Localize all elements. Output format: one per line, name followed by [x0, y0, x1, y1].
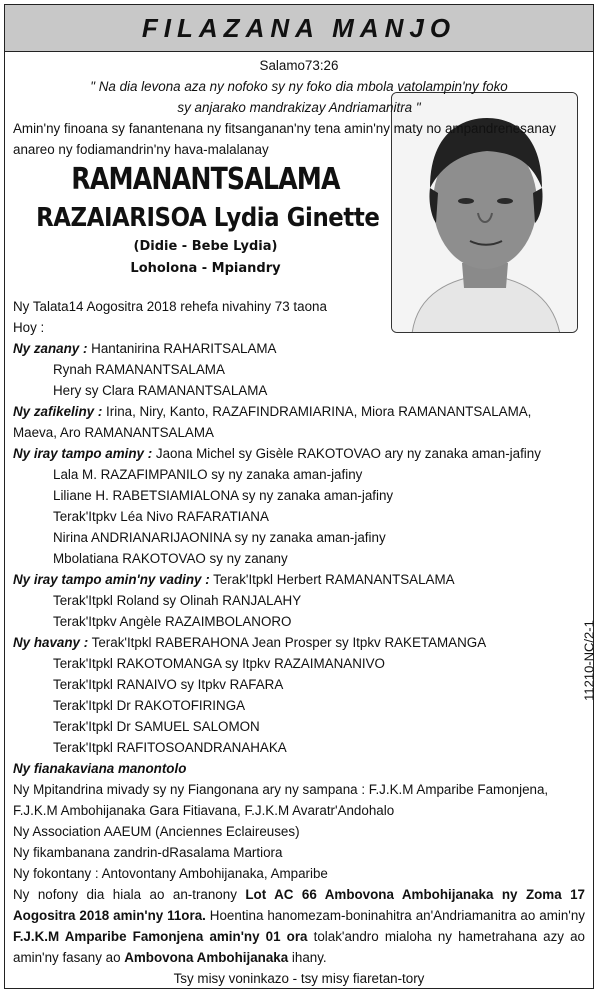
zanany-item: Hery sy Clara RAMANANTSALAMA	[53, 383, 268, 398]
death-hoy: Hoy :	[13, 320, 45, 335]
zafikeliny-row	[13, 401, 585, 422]
zanany-item: Hantanirina RAHARITSALAMA	[91, 341, 277, 356]
mpitandrina-line-1: Ny Mpitandrina mivady sy ny Fiangonana ary ny sampana : F.J.K.M Amparibe Famonjena,	[13, 782, 549, 797]
notice-frame	[4, 4, 597, 989]
fianakaviana-label: Ny fianakaviana manontolo	[13, 761, 187, 776]
notice-title: FILAZANA MANJO	[141, 12, 457, 43]
names-block	[13, 160, 398, 296]
tampo-aminy-item: Terak'Itpkv Léa Nivo RAFARATIANA	[53, 509, 269, 524]
verse-ref: Salamo73:26	[259, 58, 339, 73]
verse-line-1: " Na dia levona aza ny nofoko sy ny foko dia mbola vatolampin'ny foko	[90, 79, 508, 94]
tampo-vadiny-item: Terak'Itpkl Herbert RAMANANTSALAMA	[213, 572, 455, 587]
burial-text: ihany.	[288, 950, 327, 965]
havany-item: Terak'Itpkl Dr RAKOTOFIRINGA	[53, 698, 246, 713]
burial-place: Ambovona Ambohijanaka	[124, 950, 289, 965]
havany-item: Terak'Itpkl Dr SAMUEL SALOMON	[53, 719, 260, 734]
closing-line: Tsy misy voninkazo - tsy misy fiaretan-tory	[173, 971, 425, 986]
tampo-aminy-item: Nirina ANDRIANARIJAONINA sy ny zanaka aman-jafiny	[53, 530, 386, 545]
tampo-aminy-item: Liliane H. RABETSIAMIALONA sy ny zanaka aman-jafiny	[53, 488, 394, 503]
tampo-vadiny-item: Terak'Itpkv Angèle RAZAIMBOLANORO	[53, 614, 292, 629]
zanany-item: Rynah RAMANANTSALAMA	[53, 362, 225, 377]
havany-row	[13, 632, 585, 653]
burial-text: Hoentina hanomezam-boninahitra an'Andriamanitra ao amin'ny	[205, 908, 585, 923]
zafikeliny-label: Ny zafikeliny :	[13, 404, 103, 419]
havany-item: Terak'Itpkl RAKOTOMANGA sy Itpkv RAZAIMANANIVO	[53, 656, 385, 671]
notice-header	[5, 5, 593, 52]
verse-line-2: sy anjarako mandrakizay Andriamanitra "	[177, 100, 421, 115]
tampo-aminy-item: Mbolatiana RAKOTOVAO sy ny zanany	[53, 551, 288, 566]
deceased-title: Loholona - Mpiandry	[130, 261, 281, 276]
burial-location-date: Lot AC 66 Ambovona Ambohijanaka ny Zoma 17 Aogositra 2018 amin'ny 11ora.	[13, 887, 585, 923]
havany-item: Terak'Itpkl RAFITOSOANDRANAHAKA	[53, 740, 287, 755]
intro-line-2: anareo ny fodiamandrin'ny hava-malalanay	[13, 142, 269, 157]
tampo-vadiny-label: Ny iray tampo amin'ny vadiny :	[13, 572, 210, 587]
tampo-aminy-label: Ny iray tampo aminy :	[13, 446, 153, 461]
burial-paragraph	[13, 884, 585, 968]
havany-item: Terak'Itpkl RABERAHONA Jean Prosper sy Itpkv RAKETAMANGA	[91, 635, 487, 650]
association-line: Ny Association AAEUM (Anciennes Eclaireuses)	[13, 824, 300, 839]
deceased-nickname: (Didie - Bebe Lydia)	[133, 239, 278, 254]
tampo-vadiny-item: Terak'Itpkl Roland sy Olinah RANJALAHY	[53, 593, 302, 608]
notice-body	[13, 55, 585, 989]
tampo-aminy-item: Lala M. RAZAFIMPANILO sy ny zanaka aman-jafiny	[53, 467, 363, 482]
zanany-label: Ny zanany :	[13, 341, 88, 356]
havany-label: Ny havany :	[13, 635, 89, 650]
zafikeliny-text: Irina, Niry, Kanto, RAZAFINDRAMIARINA, Miora RAMANANTSALAMA,	[106, 404, 532, 419]
tampo-vadiny-row	[13, 569, 585, 590]
intro-line-1: Amin'ny finoana sy fanantenana ny fitsanganan'ny tena amin'ny maty no ampandrenesanay	[13, 121, 556, 136]
tampo-aminy-item: Jaona Michel sy Gisèle RAKOTOVAO ary ny zanaka aman-jafiny	[155, 446, 541, 461]
burial-church-time: F.J.K.M Amparibe Famonjena amin'ny 01 ora	[13, 929, 308, 944]
mpitandrina-line-2: F.J.K.M Ambohijanaka Gara Fitiavana, F.J.K.M Avaratr'Andohalo	[13, 803, 395, 818]
zafikeliny-text: Maeva, Aro RAMANANTSALAMA	[13, 425, 214, 440]
deceased-fullname: RAZAIARISOA Lydia Ginette	[36, 203, 380, 233]
fokontany-line: Ny fokontany : Antovontany Ambohijanaka, Amparibe	[13, 866, 328, 881]
tampo-aminy-row	[13, 443, 585, 464]
burial-text: Ny nofony dia hiala ao an-tranony	[13, 887, 246, 902]
fikambanana-line: Ny fikambanana zandrin-dRasalama Martiora	[13, 845, 283, 860]
death-date: Ny Talata14 Aogositra 2018 rehefa nivahiny 73 taona	[13, 299, 327, 314]
burial-text: tolak'andro mialoha ny hametrahana azy ao amin'ny fasany ao	[13, 929, 586, 965]
zanany-row	[13, 338, 585, 359]
havany-item: Terak'Itpkl RANAIVO sy Itpkv RAFARA	[53, 677, 284, 692]
deceased-surname: RAMANANTSALAMA	[71, 162, 340, 197]
reference-code-text: 11210-NC/2-1	[581, 620, 597, 701]
